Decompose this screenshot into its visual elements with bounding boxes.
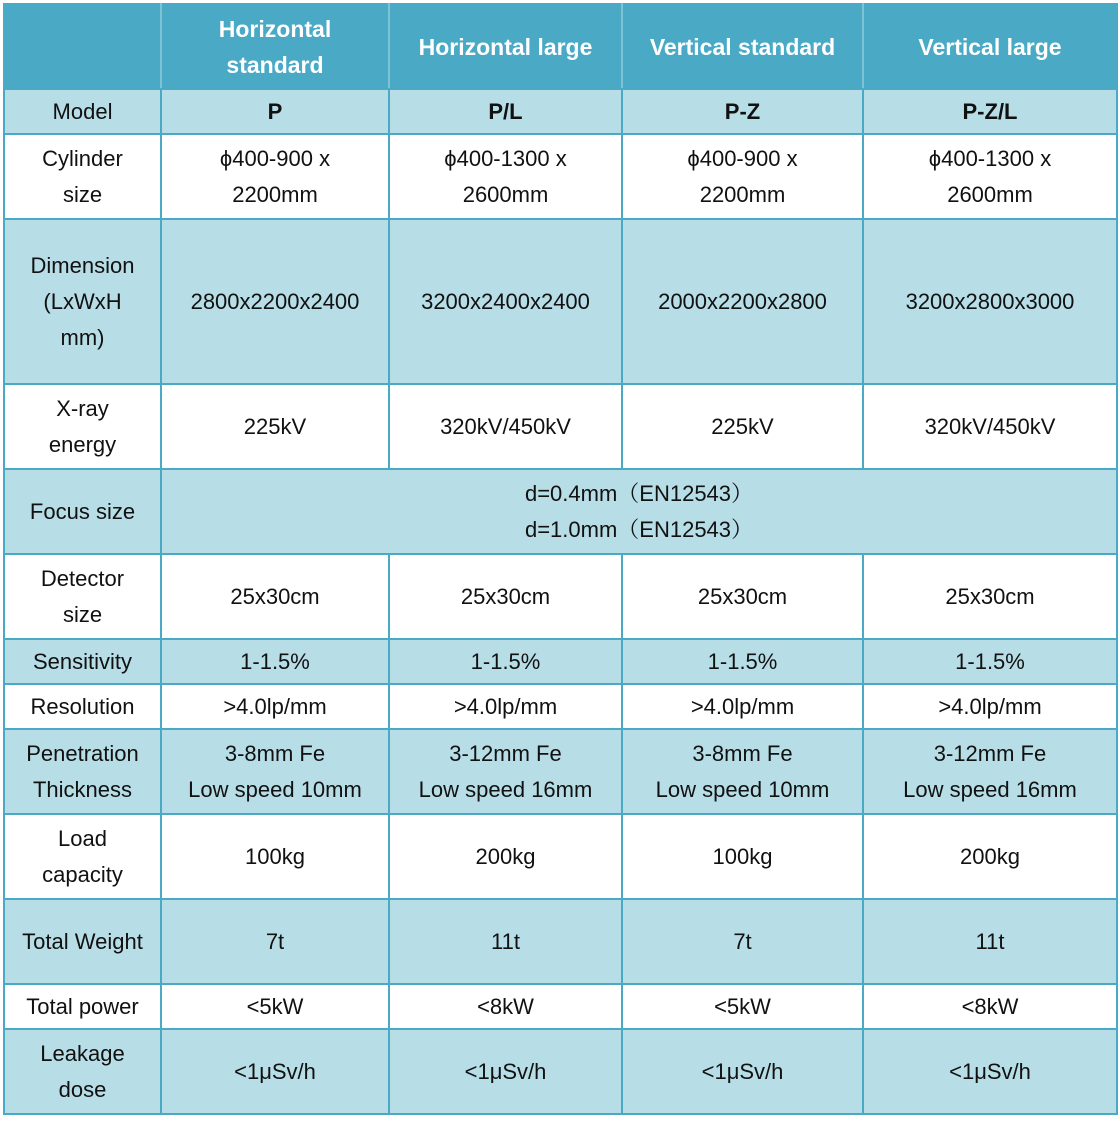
row-xray-energy	[4, 384, 1117, 469]
cell-value: >4.0lp/mm	[863, 684, 1117, 729]
cell-value: <5kW	[622, 984, 863, 1029]
row-model	[4, 89, 1117, 134]
cell-value: 200kg	[863, 814, 1117, 899]
label-line: Dimension	[30, 252, 135, 278]
cell-value-merged	[161, 469, 1117, 554]
label-line: capacity	[42, 861, 123, 887]
cell-value	[622, 134, 863, 219]
row-label: Total Weight	[4, 899, 161, 984]
row-total-power	[4, 984, 1117, 1029]
row-focus-size	[4, 469, 1117, 554]
row-label: Focus size	[4, 469, 161, 554]
cell-value	[389, 134, 622, 219]
value-line: 3-12mm Fe	[449, 740, 562, 766]
cell-value	[389, 729, 622, 814]
label-line: size	[62, 601, 103, 627]
header-line: Horizontal	[218, 15, 332, 42]
header-row	[4, 4, 1117, 89]
cell-value: P-Z/L	[863, 89, 1117, 134]
row-label	[4, 1029, 161, 1114]
label-line: Thickness	[32, 776, 133, 802]
row-cylinder-size	[4, 134, 1117, 219]
row-label	[4, 814, 161, 899]
row-label	[4, 384, 161, 469]
label-line: Penetration	[26, 740, 139, 766]
label-line: size	[62, 181, 103, 207]
cell-value: 1-1.5%	[389, 639, 622, 684]
cell-value: 25x30cm	[622, 554, 863, 639]
row-load-capacity	[4, 814, 1117, 899]
cell-value	[161, 729, 389, 814]
value-line: d=0.4mm（EN12543）	[524, 480, 754, 506]
row-label: Model	[4, 89, 161, 134]
cell-value: 11t	[389, 899, 622, 984]
header-line: standard	[226, 51, 324, 78]
row-label	[4, 554, 161, 639]
value-line: 2600mm	[462, 181, 549, 207]
cell-value: <1μSv/h	[161, 1029, 389, 1114]
cell-value: >4.0lp/mm	[161, 684, 389, 729]
cell-value	[161, 134, 389, 219]
cell-value: 3200x2800x3000	[863, 219, 1117, 384]
cell-value: 320kV/450kV	[389, 384, 622, 469]
label-line: (LxWxH	[43, 288, 122, 314]
cell-value: <5kW	[161, 984, 389, 1029]
cell-value: 7t	[622, 899, 863, 984]
cell-value: <8kW	[389, 984, 622, 1029]
cell-value: 25x30cm	[863, 554, 1117, 639]
header-corner	[4, 4, 161, 89]
value-line: ϕ400-900 x	[219, 145, 331, 171]
spec-table	[3, 3, 1118, 1115]
row-leakage-dose	[4, 1029, 1117, 1114]
value-line: Low speed 10mm	[188, 776, 362, 802]
value-line: ϕ400-900 x	[687, 145, 798, 171]
cell-value: P-Z	[622, 89, 863, 134]
label-line: dose	[58, 1076, 107, 1102]
header-vertical-standard: Vertical standard	[622, 4, 863, 89]
header-horizontal-standard	[161, 4, 389, 89]
cell-value	[863, 134, 1117, 219]
cell-value: <8kW	[863, 984, 1117, 1029]
cell-value: >4.0lp/mm	[389, 684, 622, 729]
label-line: X-ray	[56, 395, 109, 421]
label-line: Detector	[40, 565, 125, 591]
value-line: 3-8mm Fe	[224, 740, 326, 766]
cell-value	[622, 729, 863, 814]
row-label: Sensitivity	[4, 639, 161, 684]
cell-value: 225kV	[161, 384, 389, 469]
cell-value: <1μSv/h	[622, 1029, 863, 1114]
label-line: Cylinder	[42, 145, 123, 171]
cell-value: 225kV	[622, 384, 863, 469]
row-total-weight	[4, 899, 1117, 984]
value-line: 2200mm	[232, 181, 318, 207]
row-label: Total power	[4, 984, 161, 1029]
value-line: 3-12mm Fe	[933, 740, 1047, 766]
cell-value: 1-1.5%	[863, 639, 1117, 684]
cell-value: 2800x2200x2400	[161, 219, 389, 384]
value-line: ϕ400-1300 x	[444, 145, 567, 171]
label-line: Leakage	[40, 1040, 125, 1066]
cell-value: >4.0lp/mm	[622, 684, 863, 729]
label-line: energy	[48, 431, 117, 457]
value-line: d=1.0mm（EN12543）	[524, 516, 754, 542]
cell-value: 100kg	[622, 814, 863, 899]
header-horizontal-large: Horizontal large	[389, 4, 622, 89]
value-line: 2600mm	[947, 181, 1033, 207]
cell-value: 1-1.5%	[161, 639, 389, 684]
label-line: Load	[58, 825, 107, 851]
cell-value: <1μSv/h	[863, 1029, 1117, 1114]
cell-value: P/L	[389, 89, 622, 134]
row-label	[4, 729, 161, 814]
value-line: Low speed 16mm	[903, 776, 1077, 802]
cell-value: 25x30cm	[389, 554, 622, 639]
cell-value: 320kV/450kV	[863, 384, 1117, 469]
value-line: Low speed 16mm	[418, 776, 593, 802]
value-line: 2200mm	[699, 181, 786, 207]
cell-value: 2000x2200x2800	[622, 219, 863, 384]
cell-value: <1μSv/h	[389, 1029, 622, 1114]
row-label: Resolution	[4, 684, 161, 729]
row-sensitivity	[4, 639, 1117, 684]
value-line: 3-8mm Fe	[692, 740, 793, 766]
row-resolution	[4, 684, 1117, 729]
value-line: Low speed 10mm	[655, 776, 830, 802]
header-vertical-large: Vertical large	[863, 4, 1117, 89]
cell-value: 25x30cm	[161, 554, 389, 639]
row-label	[4, 219, 161, 384]
cell-value: 3200x2400x2400	[389, 219, 622, 384]
row-dimension	[4, 219, 1117, 384]
cell-value: 11t	[863, 899, 1117, 984]
cell-value	[863, 729, 1117, 814]
row-label	[4, 134, 161, 219]
row-penetration-thickness	[4, 729, 1117, 814]
value-line: ϕ400-1300 x	[928, 145, 1052, 171]
cell-value: P	[161, 89, 389, 134]
cell-value: 100kg	[161, 814, 389, 899]
cell-value: 7t	[161, 899, 389, 984]
cell-value: 1-1.5%	[622, 639, 863, 684]
row-detector-size	[4, 554, 1117, 639]
cell-value: 200kg	[389, 814, 622, 899]
label-line: mm)	[60, 324, 105, 350]
